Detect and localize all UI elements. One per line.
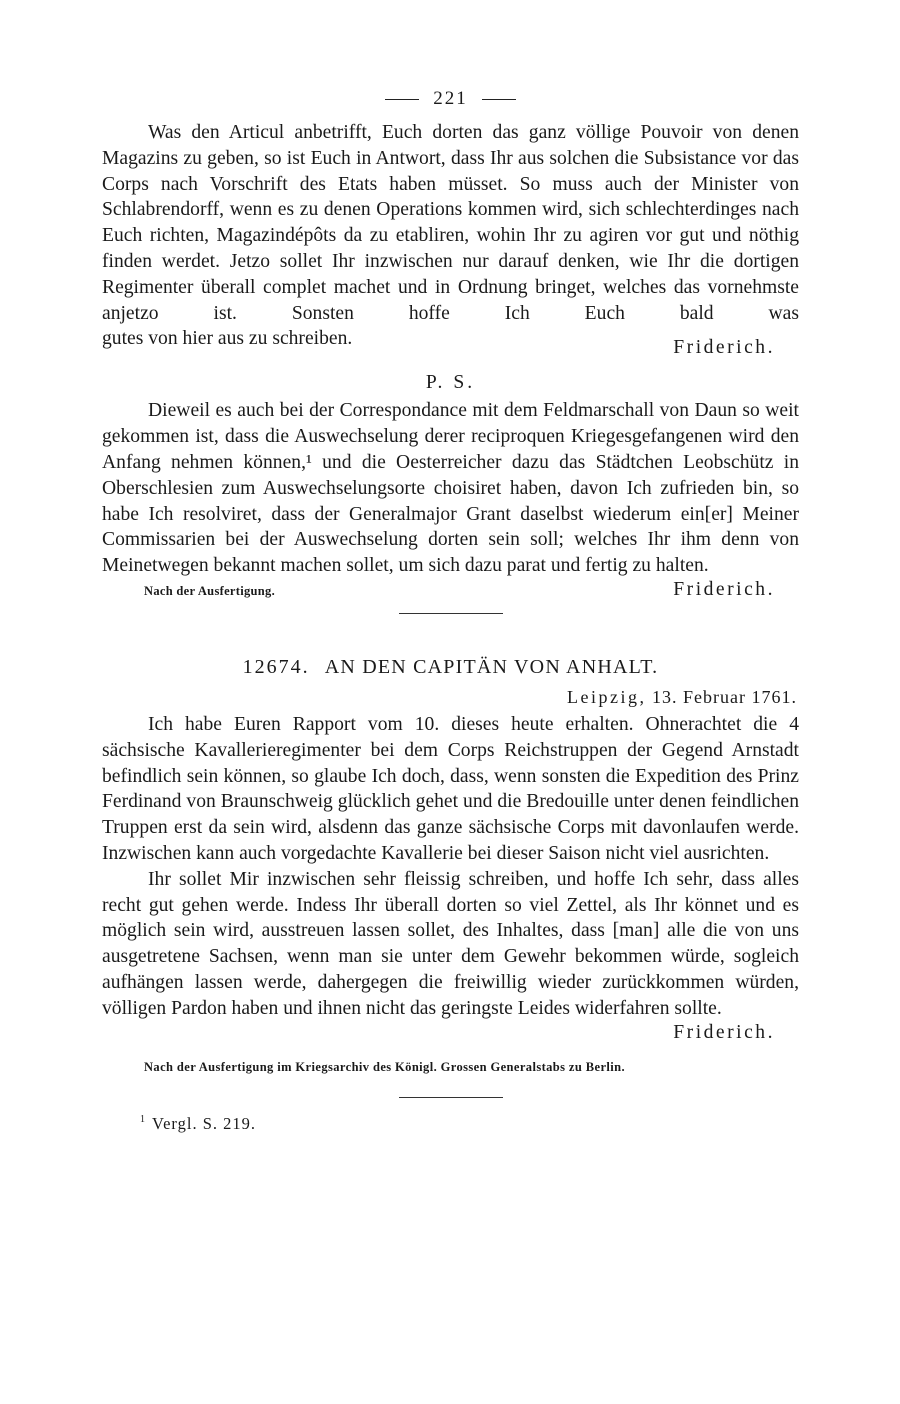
letter1-closing-line — [102, 326, 799, 360]
letter2-signature: Friderich. — [673, 1021, 775, 1043]
letter2-paragraph-2: Ihr sollet Mir inzwischen sehr fleissig schreiben, und hoffe Ich sehr, dass alles recht gut gehen werde. Indess Ihr überall dorten so viel Zettel, als Ihr könnet und es möglich sein wird, ausstreuen lassen sollet, des Inhaltes, dass [man] alle die von uns ausgetretene Sachsen, wenn man sie unter dem Gewehr bekommen würde, sogleich aufhängen lassen werde, dahergegen die freiwillig wieder zurückkommen würden, völligen Pardon haben und ihnen nicht das geringste Leides widerfahren sollte. — [102, 868, 799, 1019]
letter2-paragraph-1: Ich habe Euren Rapport vom 10. dieses heute erhalten. Ohnerachtet die 4 sächsische Kavallerieregimenter bei dem Corps Reichstruppen der Gegend Arnstadt befindlich sein können, so glaube Ich doch, dass, wenn sonsten die Expedition des Prinz Ferdinand von Braunschweig glücklich gehet und die Bredouille unter denen feindlichen Truppen erst da sein wird, alsdenn das ganze sächsische Corps mit davonlaufen werde. Inzwischen kann auch vorgedachte Kavallerie bei dieser Saison nicht viel ausrichten. — [102, 713, 799, 864]
letter2-title: AN DEN CAPITÄN VON ANHALT. — [324, 655, 659, 678]
ps-heading: P. S. — [425, 372, 476, 394]
footnote-marker: 1 — [140, 1114, 146, 1126]
letter1-signature: Friderich. — [673, 337, 775, 359]
letter2-date: 13. Februar 1761. — [652, 686, 797, 707]
page-header — [102, 84, 799, 114]
letter2-source-note: Nach der Ausfertigung im Kriegsarchiv des Königl. Grossen Generalstabs zu Berlin. — [144, 1059, 626, 1074]
footnote-text: Vergl. S. 219. — [152, 1113, 256, 1133]
letter1-paragraph — [102, 120, 799, 326]
letter2-place: Leipzig, — [567, 686, 647, 707]
document-page — [102, 84, 799, 1134]
ps-source-note: Nach der Ausfertigung. — [144, 583, 276, 598]
header-dash-right — [482, 99, 516, 100]
letter2-number: 12674. — [242, 655, 310, 678]
footnote-divider — [399, 1097, 503, 1098]
letter2-heading — [102, 656, 799, 682]
page-number: 221 — [433, 88, 468, 109]
letter2-dateline — [102, 682, 799, 712]
footnote — [102, 1114, 799, 1134]
ps-signature-row — [102, 579, 799, 613]
ps-paragraph: Dieweil es auch bei der Correspondance mit dem Feldmarschall von Daun so weit gekommen ist, dass die Auswechselung derer reciproquen Kriegesgefangenen wird den Anfang nehmen können,¹ und die Oesterreicher dazu das Städtchen Leobschütz in Oberschlesien zum Auswechselungsorte choisiret haben, davon Ich zufrieden bin, so habe Ich resolviret, dass der Generalmajor Grant daselbst wiederum ein[er] Meiner Commissarien bei der Auswechselung dorten sein soll; welches Ihr ihm denn von Meinetwegen bekannt machen sollet, um sich dazu parat und fertig zu halten. — [102, 400, 799, 577]
letter2-signature-row — [102, 1022, 799, 1050]
section-divider — [399, 613, 503, 614]
letter1-paragraph-text: Was den Articul anbetrifft, Euch dorten das ganz völlige Pouvoir von denen Magazins zu geben, so ist Euch in Antwort, dass Ihr aus solchen die Subsistance vor das Corps nach Vorschrift des Etats haben müsset. So muss auch der Minister von Schlabrendorff, wenn es zu denen Operations kommen wird, sich schlechterdinges nach Euch richten, Magazindépôts da zu etabliren, wohin Ihr zu agiren vor gut und nöthig finden werdet. Jetzo sollet Ihr inzwischen nur darauf denken, wie Ihr die dortigen Regimenter überall complet machet und in Ordnung bringet, welches das vornehmste anjetzo ist. Sonsten hoffe Ich Euch bald was — [102, 122, 799, 324]
letter1-paragraph-last-line: gutes von hier aus zu schreiben. — [102, 328, 353, 350]
ps-signature: Friderich. — [673, 578, 775, 600]
header-dash-left — [385, 99, 419, 100]
